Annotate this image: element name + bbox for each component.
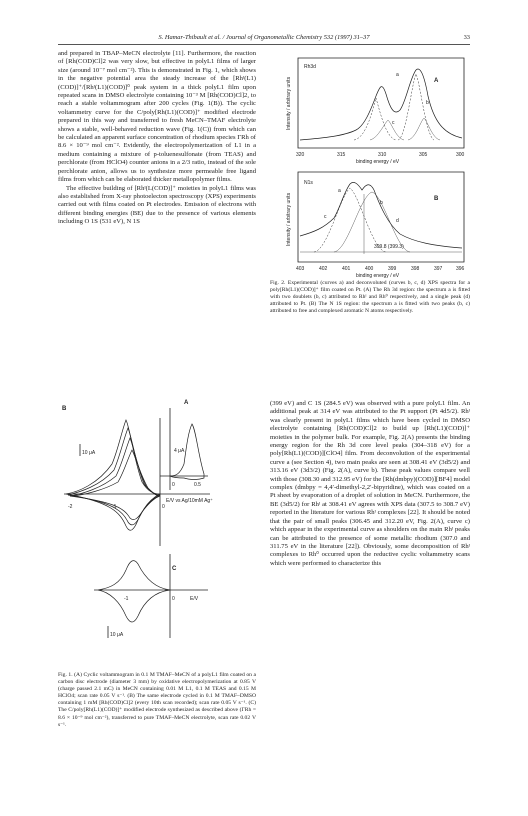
fig2a-letter: A [434,78,439,84]
fig2a-label-c: c [392,120,395,126]
fig2a-tag: Rh3d [304,64,316,70]
fig2b-tick-2: 402 [319,266,328,272]
fig2a-xlabel: binding energy / eV [356,159,400,165]
fig2a-tick-4: 305 [419,152,428,158]
fig2b-curve-b [314,188,386,252]
fig2b-tick-1: 403 [296,266,305,272]
fig2b-tick-3: 401 [342,266,351,272]
fig2b-peak-label: 399.8 (399.3) [374,244,404,250]
right-paragraph-1: (399 eV) and C 1S (284.5 eV) was observed with a pure polyL1 film. An additional peak at 314 eV was attributed to the Pt support (Pt 4d5/2). Rhᴵ was clearly present in polyL1 films which have been cycled in DMSO electrolyte containing [Rh(COD)Cl]2 to build up [Rh(L1)(COD)]⁺ moieties in the polymer bulk. For example, Fig. 2(A) presents the binding energy region for the Rh 3d core level peaks (304–318 eV) for a poly[Rh(L1)(COD)][ClO4] film. From deconvolution of the experimental curve a (see Section 4), two main peaks are seen at 308.41 eV (3d5/2) and 313.16 eV (3d3/2) (Fig. 2(A), curve b). These peak values compare well with those (308.30 and 312.95 eV) for the [Rh(dmbpy)(COD)][BF4] model complex (dmbpy = 4,4′-dimethyl-2,2′-bipyridine), which was coated on a Pt sheet by evaporation of a droplet of solution in MeCN. Furthermore, the BE (3d5/2) for Rhᴵ at 308.41 eV agrees with XPS data (307.5 to 308.7 eV) reported in the literature for various Rhᴵ complexes [22]. It should be noted that the pair of small peaks (306.45 and 312.20 eV, Fig. 2(A), curve c) which appear in the experimental curve as shoulders on the main Rhᴵ peaks can be attributed to the presence of some metallic rhodium (307.0 and 311.75 eV in the literature [22]). Obviously, some decomposition of Rhᴵ complexes to Rh⁰ occurred upon the reductive cyclic voltammetry scans which were performed to characterize this [270,400,470,567]
fig1-b-return-1 [66,494,160,530]
fig1-panel-a-letter: A [184,400,189,406]
fig2b-label-d: d [396,218,399,224]
right-text-column [270,400,470,568]
fig2-caption: Fig. 2. Experimental (curves a) and deconvoluted (curves b, c, d) XPS spectra for a poly[Rh(L1)(COD)]⁺ film coated on Pt. (A) The Rh 3d region: the spectrum a is fitted with two doublets (b, c) attributed to Rhᴵ and Rh⁰ respectively, and a single peak (d) attributed to Pt. (B) The N 1S region: the spectrum a is fitted with two peaks (b, c) attributed to free and complexed aromatic N atoms respectively. [270,280,470,315]
fig2b-xlabel: binding energy / eV [356,273,400,279]
fig2a-label-a: a [396,72,399,78]
fig1-b-axis-label: E/V vs Ag/10mM Ag⁺ [166,498,213,504]
header-rule [58,44,470,45]
fig1-c-tick-m1: -1 [124,596,129,602]
fig1-b-curve-1 [66,420,160,494]
fig2b-tag: N1s [304,180,313,186]
left-paragraph-1: and prepared in TBAP–MeCN electrolyte [11]. Furthermore, the reaction of [Rh(COD)Cl]2 was very slow, but effective in polyL1 films of larger size (around 10⁻⁷ mol cm⁻²). This is demonstrated in Fig. 1, which shows in the negative potential area the steady increase of the [Rhᴵ(L1)(COD)]⁺/[Rhᴵ(L1)(COD)]⁰ peak system in a thick polyL1 film upon repeated scans in DMSO electrolyte containing 10⁻³ M [Rh(COD)Cl]2, to reach a stable voltammogram after 200 cycles (Fig. 1(B)). The cyclic voltammetry curve for the C/poly[Rh(L1)(COD)]⁺ modified electrode prepared in this way and transferred to fresh MeCN–TMAF electrolyte shows a stable, well-behaved reduction wave (Fig. 1(C)) from which can be calculated an apparent surface concentration of rhodium species ΓRh of 8.6 × 10⁻⁹ mol cm⁻². Evidently, the electropolymerization of L1 in a medium containing a mixture of p-toluenesulfonate (from TEAS) and perchlorate (from HClO4) counter anions in a 2/3 ratio, instead of the sole perchlorate anion, allows us to synthesize more permeable free ligand films from which can be elaborated thicker metallopolymer films. [58,50,256,184]
fig2b-tick-8: 396 [456,266,465,272]
fig2b-label-a: a [338,188,341,194]
left-paragraph-2: The effective building of [Rhᴵ(L(COD)]⁺ moieties in polyL1 films was also established from X-ray photoelecton spectroscopy (XPS) experiments carried out with films coated on Pt electrodes. Emission of electrons with different binding energies (BE) due to the presence of various elements including O 1S (531 eV), N 1S [58,184,256,226]
fig2b-letter: B [434,196,439,202]
fig1-b-tick-m1: -1 [112,504,117,510]
fig2-panel-a [284,52,470,164]
fig1-a-tick-0: 0 [172,482,175,488]
fig2a-tick-3: 310 [378,152,387,158]
fig1-c-tick-0: 0 [172,596,175,602]
fig2-ylabel-b: Intensity / arbitrary units [286,192,292,246]
fig1-c-scale: 10 μA [110,632,124,638]
fig2a-tick-5: 300 [456,152,465,158]
fig2a-curve-c [370,118,440,140]
fig1-a-tick-05: 0.5 [194,482,201,488]
fig1-panel-b-letter: B [62,406,67,412]
fig2b-tick-5: 399 [388,266,397,272]
fig2a-tick-2: 315 [337,152,346,158]
fig1-b-scale: 10 μA [82,450,96,456]
fig1-c-curve [98,561,170,622]
fig2b-tick-4: 400 [365,266,374,272]
fig2-ylabel-a: Intensity / arbitrary units [286,76,292,130]
fig2b-label-b: b [380,200,383,206]
fig1-c-axis-label: E/V [190,596,199,602]
fig2a-label-b: b [426,100,429,106]
running-header: S. Hamar-Thibault et al. / Journal of Organometallic Chemistry 532 (1997) 31–37 [158,34,370,41]
fig2-panel-b [284,166,470,278]
fig1-caption: Fig. 1. (A) Cyclic voltammogram in 0.1 M TMAF–MeCN of a polyL1 film coated on a carbon disc electrode (diameter 3 mm) by oxidative electropolymerization at 0.85 V (charge passed 2.1 mC) in MeCN containing 0.01 M L1, 0.1 M TEAS and 0.15 M HClO4; scan rate 0.05 V s⁻¹. (B) The same electrode cycled in 0.1 M TMAF–DMSO containing 1 mM [Rh(COD)Cl]2 (every 10th scan recorded); scan rate 0.05 V s⁻¹. (C) The C/poly[Rh(L1)(COD)]⁺ modified electrode synthesized as described above (ΓRh = 8.6 × 10⁻⁹ mol cm⁻²), transferred to pure TMAF–MeCN electrolyte, scan rate 0.02 V s⁻¹. [58,672,256,728]
fig1-b-tick-0: 0 [162,504,165,510]
fig1-cyclic-voltammograms [58,394,256,668]
fig1-b-tick-m2: -2 [68,504,73,510]
left-text-column [58,50,256,227]
fig1-panel-c-letter: C [172,566,177,572]
fig2b-tick-6: 398 [411,266,420,272]
fig1-a-scale: 4 μA [174,448,185,454]
fig2b-tick-7: 397 [434,266,443,272]
page-number: 33 [463,34,470,41]
fig2b-label-c: c [324,214,327,220]
fig2a-tick-1: 320 [296,152,305,158]
